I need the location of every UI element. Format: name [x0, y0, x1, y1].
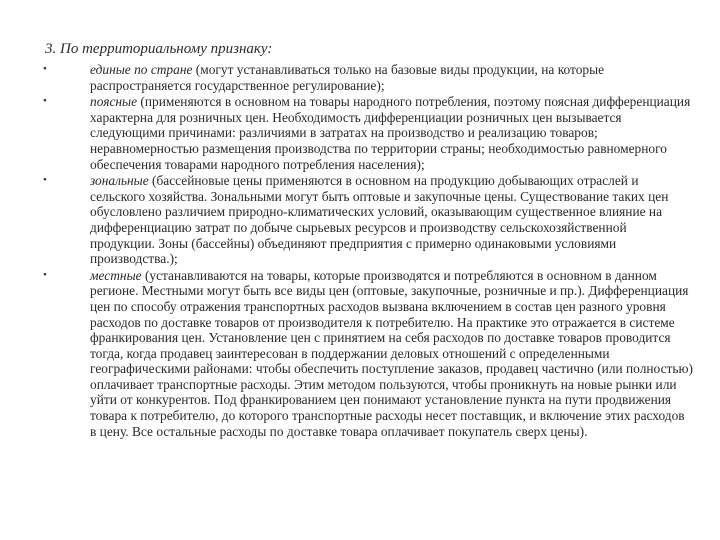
- item-text: (устанавливаются на товары, которые производятся и потребляются в основном в данном регионе. Местными могут быть все виды цен (оптовые, закупочные, розничные и пр.). Дифференциация цен по способу отражения транспортных расходов вызвана включением в состав цен разного уровня расходов по доставке товаров от производителя к потребителю. На практике это отражается в системе франкирования цен. Установление цен с принятием на себя расходов по доставке товаров проводится тогда, когда продавец заинтересован в поддержании деловых отношений с определенными географическими районами: чтобы обеспечить поступление заказов, продавец частично (или полностью) оплачивает транспортные расходы. Этим методом пользуются, чтобы проникнуть на новые рынки или уйти от конкурентов. Под франкированием цен понимают установление пункта на пути продвижения товара к потребителю, до которого транспортные расходы несет поставщик, и включение этих расходов в цену. Все остальные расходы по доставке товара оплачивает покупатель сверх цены).: [90, 267, 693, 439]
- item-text: (могут устанавливаться только на базовые виды продукции, на которые распространяется государственное регулирование);: [90, 62, 605, 93]
- item-term: зональные: [90, 173, 149, 189]
- item-term: единые по стране: [90, 62, 193, 77]
- item-text: (применяются в основном на товары народного потребления, поэтому поясная дифференциация характерна для розничных цен. Необходимость дифференциации розничных цен вызывается следующими причинами: различиями в затратах на производство и реализацию товаров; неравномерностью размещения производства по территории страны; необходимостью равномерного обеспечения товарами народного потребления населения);: [90, 94, 691, 172]
- item-text: (бассейновые цены применяются в основном на продукцию добывающих отраслей и сельского хозяйства. Зональными могут быть оптовые и закупочные цены. Существование таких цен обусловлено различием природно-климатических условий, оказывающим существенное влияние на дифференциацию затрат по добыче сырьевых ресурсов и производству сельскохозяйственной продукции. Зоны (бассейны) объединяют предприятия с примерно одинаковыми условиями производства.);: [90, 173, 669, 267]
- list-item-uniform: [43, 62, 693, 93]
- price-type-list: [43, 62, 693, 439]
- item-term: местные: [90, 267, 142, 283]
- item-term: поясные: [90, 94, 138, 110]
- list-item-zonal: [43, 173, 693, 267]
- bullet-icon: •: [43, 95, 47, 108]
- list-item-local: [43, 268, 693, 440]
- bullet-icon: •: [43, 268, 47, 281]
- bullet-icon: •: [43, 63, 47, 75]
- list-item-zonal-belt: [43, 94, 693, 172]
- bullet-icon: •: [43, 174, 47, 187]
- section-heading: 3. По территориальному признаку:: [45, 41, 273, 57]
